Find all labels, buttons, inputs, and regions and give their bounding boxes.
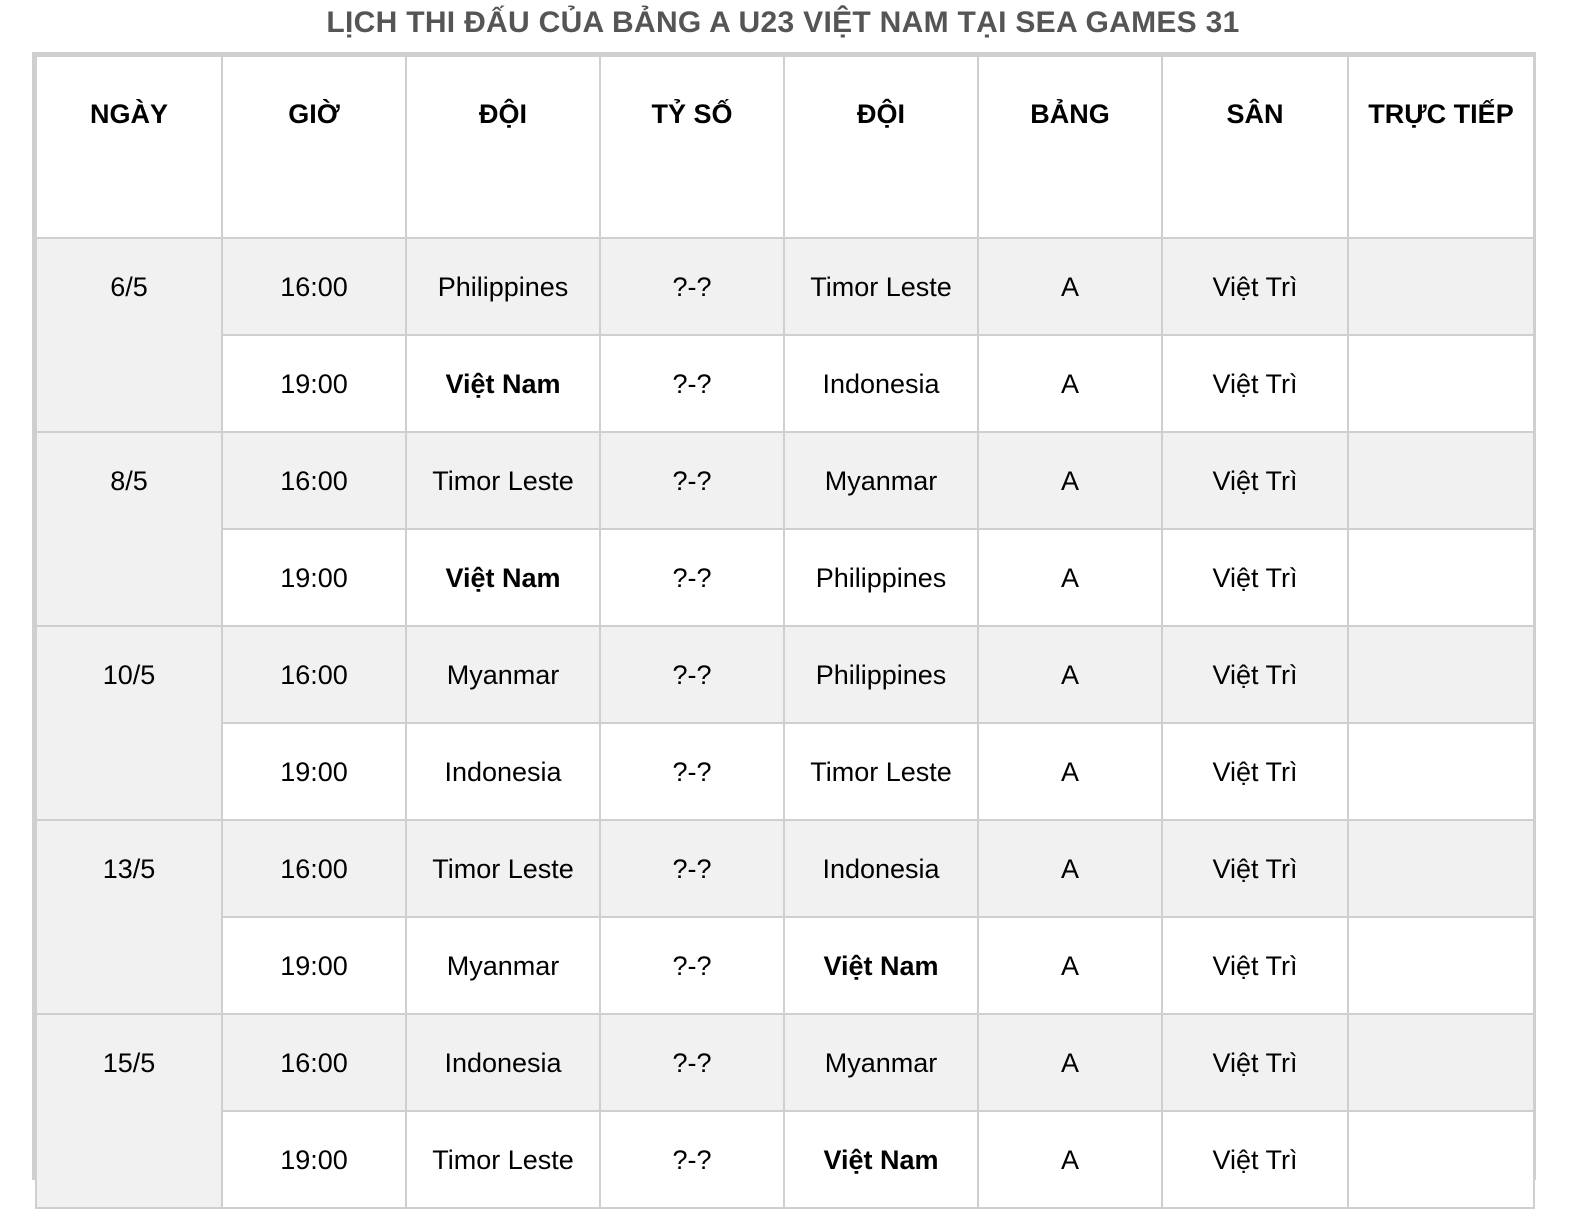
team1-cell: Việt Nam bbox=[406, 529, 600, 626]
venue-cell: Việt Trì bbox=[1162, 335, 1348, 432]
header-team2: ĐỘI bbox=[784, 56, 978, 238]
time-cell: 19:00 bbox=[222, 1111, 406, 1208]
group-cell: A bbox=[978, 626, 1162, 723]
score-cell: ?-? bbox=[600, 1014, 784, 1111]
team2-cell: Myanmar bbox=[784, 1014, 978, 1111]
time-cell: 19:00 bbox=[222, 723, 406, 820]
header-date: NGÀY bbox=[36, 56, 222, 238]
header-team1: ĐỘI bbox=[406, 56, 600, 238]
live-cell bbox=[1348, 1014, 1534, 1111]
team1-cell: Philippines bbox=[406, 238, 600, 335]
team1-cell: Indonesia bbox=[406, 1014, 600, 1111]
team2-cell: Indonesia bbox=[784, 335, 978, 432]
venue-cell: Việt Trì bbox=[1162, 1014, 1348, 1111]
header-venue: SÂN bbox=[1162, 56, 1348, 238]
live-cell bbox=[1348, 432, 1534, 529]
time-cell: 16:00 bbox=[222, 1014, 406, 1111]
team2-cell: Philippines bbox=[784, 626, 978, 723]
table-row bbox=[36, 626, 1534, 723]
team1-cell: Timor Leste bbox=[406, 820, 600, 917]
team2-cell: Timor Leste bbox=[784, 238, 978, 335]
team2-cell: Myanmar bbox=[784, 432, 978, 529]
time-cell: 19:00 bbox=[222, 917, 406, 1014]
schedule-table bbox=[35, 55, 1535, 1209]
score-cell: ?-? bbox=[600, 820, 784, 917]
venue-cell: Việt Trì bbox=[1162, 1111, 1348, 1208]
live-cell bbox=[1348, 820, 1534, 917]
time-cell: 16:00 bbox=[222, 238, 406, 335]
date-cell: 13/5 bbox=[36, 820, 222, 1014]
venue-cell: Việt Trì bbox=[1162, 529, 1348, 626]
score-cell: ?-? bbox=[600, 626, 784, 723]
score-cell: ?-? bbox=[600, 529, 784, 626]
group-cell: A bbox=[978, 723, 1162, 820]
venue-cell: Việt Trì bbox=[1162, 917, 1348, 1014]
live-cell bbox=[1348, 1111, 1534, 1208]
table-row bbox=[36, 238, 1534, 335]
group-cell: A bbox=[978, 238, 1162, 335]
group-cell: A bbox=[978, 917, 1162, 1014]
group-cell: A bbox=[978, 1111, 1162, 1208]
schedule-table-wrapper bbox=[32, 52, 1536, 1180]
score-cell: ?-? bbox=[600, 335, 784, 432]
score-cell: ?-? bbox=[600, 238, 784, 335]
live-cell bbox=[1348, 529, 1534, 626]
team2-cell: Philippines bbox=[784, 529, 978, 626]
group-cell: A bbox=[978, 820, 1162, 917]
team1-cell: Timor Leste bbox=[406, 1111, 600, 1208]
table-row bbox=[36, 335, 1534, 432]
team2-cell: Việt Nam bbox=[784, 917, 978, 1014]
group-cell: A bbox=[978, 335, 1162, 432]
team1-cell: Việt Nam bbox=[406, 335, 600, 432]
live-cell bbox=[1348, 626, 1534, 723]
date-cell: 10/5 bbox=[36, 626, 222, 820]
date-cell: 8/5 bbox=[36, 432, 222, 626]
group-cell: A bbox=[978, 529, 1162, 626]
time-cell: 16:00 bbox=[222, 432, 406, 529]
table-row bbox=[36, 820, 1534, 917]
group-cell: A bbox=[978, 432, 1162, 529]
venue-cell: Việt Trì bbox=[1162, 432, 1348, 529]
team1-cell: Myanmar bbox=[406, 917, 600, 1014]
header-row bbox=[36, 56, 1534, 238]
venue-cell: Việt Trì bbox=[1162, 238, 1348, 335]
score-cell: ?-? bbox=[600, 723, 784, 820]
team2-cell: Việt Nam bbox=[784, 1111, 978, 1208]
team1-cell: Timor Leste bbox=[406, 432, 600, 529]
header-time: GIỜ bbox=[222, 56, 406, 238]
team1-cell: Myanmar bbox=[406, 626, 600, 723]
score-cell: ?-? bbox=[600, 917, 784, 1014]
time-cell: 16:00 bbox=[222, 626, 406, 723]
date-cell: 15/5 bbox=[36, 1014, 222, 1208]
table-row bbox=[36, 529, 1534, 626]
time-cell: 19:00 bbox=[222, 529, 406, 626]
header-live: TRỰC TIẾP bbox=[1348, 56, 1534, 238]
venue-cell: Việt Trì bbox=[1162, 820, 1348, 917]
table-row bbox=[36, 1111, 1534, 1208]
date-cell: 6/5 bbox=[36, 238, 222, 432]
header-score: TỶ SỐ bbox=[600, 56, 784, 238]
time-cell: 19:00 bbox=[222, 335, 406, 432]
page-title: LỊCH THI ĐẤU CỦA BẢNG A U23 VIỆT NAM TẠI SEA GAMES 31 bbox=[326, 6, 1240, 39]
live-cell bbox=[1348, 723, 1534, 820]
table-row bbox=[36, 917, 1534, 1014]
time-cell: 16:00 bbox=[222, 820, 406, 917]
score-cell: ?-? bbox=[600, 432, 784, 529]
venue-cell: Việt Trì bbox=[1162, 626, 1348, 723]
live-cell bbox=[1348, 335, 1534, 432]
table-row bbox=[36, 1014, 1534, 1111]
score-cell: ?-? bbox=[600, 1111, 784, 1208]
venue-cell: Việt Trì bbox=[1162, 723, 1348, 820]
team2-cell: Indonesia bbox=[784, 820, 978, 917]
team2-cell: Timor Leste bbox=[784, 723, 978, 820]
live-cell bbox=[1348, 917, 1534, 1014]
table-row bbox=[36, 432, 1534, 529]
group-cell: A bbox=[978, 1014, 1162, 1111]
team1-cell: Indonesia bbox=[406, 723, 600, 820]
table-row bbox=[36, 723, 1534, 820]
live-cell bbox=[1348, 238, 1534, 335]
header-group: BẢNG bbox=[978, 56, 1162, 238]
